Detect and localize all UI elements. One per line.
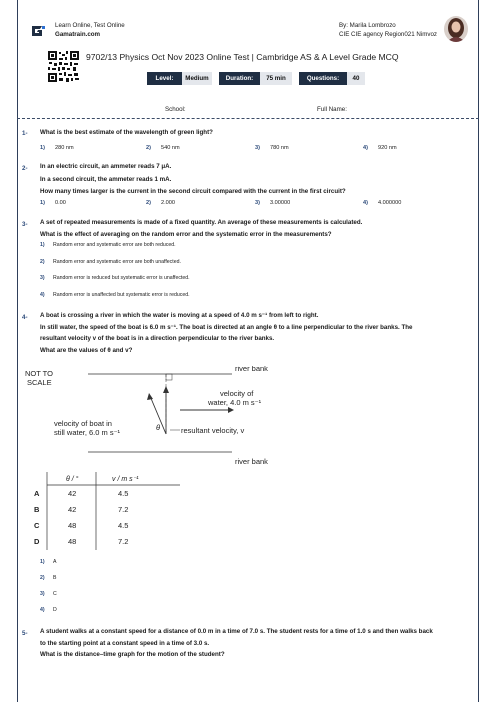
option-3[interactable] bbox=[40, 275, 190, 281]
table-row-key: D bbox=[34, 537, 40, 546]
author-info bbox=[339, 21, 437, 39]
question-number: 3- bbox=[22, 221, 28, 228]
option-number: 1) bbox=[40, 145, 45, 151]
resultant-arrowhead-icon bbox=[163, 386, 169, 393]
option-4[interactable] bbox=[40, 292, 190, 298]
question-number: 4- bbox=[22, 314, 28, 321]
theta-label: θ bbox=[156, 423, 161, 432]
question-number: 5- bbox=[22, 630, 28, 637]
table-cell: 4.5 bbox=[118, 489, 129, 498]
avatar bbox=[444, 16, 468, 42]
duration-label: Duration: bbox=[219, 72, 260, 85]
option-text: 0.00 bbox=[54, 200, 66, 206]
question-line: How many times larger is the current in the second circuit compared with the current in the first circuit? bbox=[40, 188, 346, 195]
question-line: What is the distance–time graph for the motion of the student? bbox=[40, 651, 225, 658]
question-line: In still water, the speed of the boat is 6.0 m s⁻¹. The boat is directed at an angle θ to a line perpendicular to the river banks. The bbox=[40, 323, 413, 331]
boat-velocity-label: velocity of boat in bbox=[54, 419, 112, 428]
option-text: 3.00000 bbox=[269, 200, 291, 206]
school-label: School: bbox=[165, 106, 186, 113]
boat-velocity-label: still water, 6.0 m s⁻¹ bbox=[54, 428, 121, 437]
test-title: 9702/13 Physics Oct Nov 2023 Online Test | Cambridge AS & A Level Grade MCQ bbox=[86, 52, 399, 62]
option-number: 4) bbox=[363, 145, 368, 151]
question-line: A boat is crossing a river in which the water is moving at a speed of 4.0 m s⁻¹ from left to right. bbox=[40, 312, 319, 319]
table-cell: 42 bbox=[68, 505, 77, 514]
table-cell: 48 bbox=[68, 521, 77, 530]
option-number: 1) bbox=[40, 559, 45, 565]
option-number: 1) bbox=[40, 242, 45, 248]
river-diagram bbox=[20, 366, 320, 472]
option-4[interactable] bbox=[40, 607, 57, 613]
questions-value: 40 bbox=[347, 72, 365, 85]
question-line: In an electric circuit, an ammeter reads 7 μA. bbox=[40, 163, 172, 170]
table-cell: 4.5 bbox=[118, 521, 129, 530]
option-text: 540 nm bbox=[160, 145, 180, 151]
option-text: 2.000 bbox=[160, 200, 175, 206]
question-text bbox=[40, 162, 346, 197]
option-text: D bbox=[53, 607, 57, 613]
option-text: B bbox=[53, 575, 57, 581]
option-1[interactable] bbox=[40, 242, 176, 248]
option-text: Random error is reduced but systematic error is unaffected. bbox=[53, 275, 190, 281]
table-header-theta: θ / ° bbox=[66, 476, 79, 483]
option-number: 2) bbox=[146, 145, 151, 151]
option-1[interactable] bbox=[40, 559, 56, 565]
question-text bbox=[40, 218, 362, 239]
option-4[interactable] bbox=[363, 145, 397, 151]
site-url[interactable]: Gamatrain.com bbox=[55, 31, 101, 38]
option-text: Random error and systematic error are both reduced. bbox=[53, 242, 176, 248]
question-line: In a second circuit, the ammeter reads 1 mA. bbox=[40, 175, 172, 183]
site-info bbox=[55, 21, 125, 39]
question-line: resultant velocity v of the boat is in a direction perpendicular to the river banks. bbox=[40, 335, 275, 342]
table-cell: 7.2 bbox=[118, 537, 129, 546]
question-number: 2- bbox=[22, 165, 28, 172]
answer-table bbox=[30, 472, 180, 550]
option-3[interactable] bbox=[255, 200, 290, 206]
water-velocity-label: water, 4.0 m s⁻¹ bbox=[208, 398, 262, 407]
option-number: 2) bbox=[40, 575, 45, 581]
boat-arrowhead-icon bbox=[147, 393, 153, 400]
question-line: A set of repeated measurements is made of a fixed quantity. An average of these measurements is calculated. bbox=[40, 219, 363, 226]
option-text: Random error is unaffected but systematic error is reduced. bbox=[53, 292, 190, 298]
option-2[interactable] bbox=[40, 259, 181, 265]
option-1[interactable] bbox=[40, 145, 74, 151]
right-angle-mark bbox=[166, 374, 172, 380]
option-number: 1) bbox=[40, 200, 45, 206]
question-number: 1- bbox=[22, 130, 28, 137]
option-text: A bbox=[53, 559, 57, 565]
author-org: CIE CIE agency Region021 Nimvoz bbox=[339, 31, 438, 38]
full-name-label: Full Name: bbox=[317, 106, 347, 113]
question-line: A student walks at a constant speed for a distance of 0.0 m in a time of 7.0 s. The student rests for a time of 1.0 s and then walks back bbox=[40, 628, 433, 635]
resultant-velocity-label: resultant velocity, v bbox=[181, 426, 245, 435]
table-row-key: C bbox=[34, 521, 40, 530]
level-value: Medium bbox=[182, 72, 212, 85]
option-number: 3) bbox=[255, 145, 260, 151]
site-tagline: Learn Online, Test Online bbox=[55, 22, 125, 29]
table-cell: 7.2 bbox=[118, 505, 129, 514]
question-line: What are the values of θ and v? bbox=[40, 346, 133, 354]
option-3[interactable] bbox=[40, 591, 57, 597]
option-number: 3) bbox=[40, 591, 45, 597]
option-4[interactable] bbox=[363, 200, 401, 206]
table-cell: 48 bbox=[68, 537, 77, 546]
table-row-key: A bbox=[34, 489, 40, 498]
water-arrowhead-icon bbox=[228, 407, 234, 413]
not-to-scale-label: SCALE bbox=[27, 378, 52, 387]
option-text: C bbox=[53, 591, 57, 597]
table-row-key: B bbox=[34, 505, 40, 514]
not-to-scale-label: NOT TO bbox=[25, 369, 53, 378]
qr-code-icon bbox=[47, 50, 80, 83]
gamatrain-logo-icon bbox=[30, 24, 46, 38]
option-number: 2) bbox=[40, 259, 45, 265]
option-number: 4) bbox=[363, 200, 368, 206]
question-text: What is the best estimate of the wavelength of green light? bbox=[40, 129, 213, 136]
river-bank-bottom-label: river bank bbox=[235, 457, 268, 466]
river-bank-top-label: river bank bbox=[235, 366, 268, 373]
level-label: Level: bbox=[147, 72, 182, 85]
table-cell: 42 bbox=[68, 489, 77, 498]
option-text: 780 nm bbox=[269, 145, 289, 151]
option-3[interactable] bbox=[255, 145, 289, 151]
option-number: 4) bbox=[40, 607, 45, 613]
author-name: By: Marila Lombrozo bbox=[339, 22, 396, 29]
option-text: 920 nm bbox=[377, 145, 397, 151]
questions-label: Questions: bbox=[299, 72, 347, 85]
option-number: 4) bbox=[40, 292, 45, 298]
option-2[interactable] bbox=[146, 145, 180, 151]
question-line: What is the effect of averaging on the random error and the systematic error in the measurements? bbox=[40, 230, 332, 238]
question-line: to the starting point at a constant speed in a time of 3.0 s. bbox=[40, 639, 210, 647]
table-header-v: v / m s⁻¹ bbox=[112, 476, 139, 483]
question-text bbox=[40, 627, 433, 660]
option-text: 280 nm bbox=[54, 145, 74, 151]
option-2[interactable] bbox=[40, 575, 56, 581]
option-number: 3) bbox=[40, 275, 45, 281]
option-number: 2) bbox=[146, 200, 151, 206]
avatar-portrait-icon bbox=[444, 16, 468, 42]
duration-value: 75 min bbox=[260, 72, 292, 85]
option-1[interactable] bbox=[40, 200, 66, 206]
header-divider bbox=[17, 118, 479, 119]
question-text bbox=[40, 311, 412, 355]
option-2[interactable] bbox=[146, 200, 175, 206]
water-velocity-label: velocity of bbox=[220, 389, 254, 398]
option-number: 3) bbox=[255, 200, 260, 206]
option-text: 4.000000 bbox=[377, 200, 402, 206]
option-text: Random error and systematic error are both unaffected. bbox=[53, 259, 181, 265]
